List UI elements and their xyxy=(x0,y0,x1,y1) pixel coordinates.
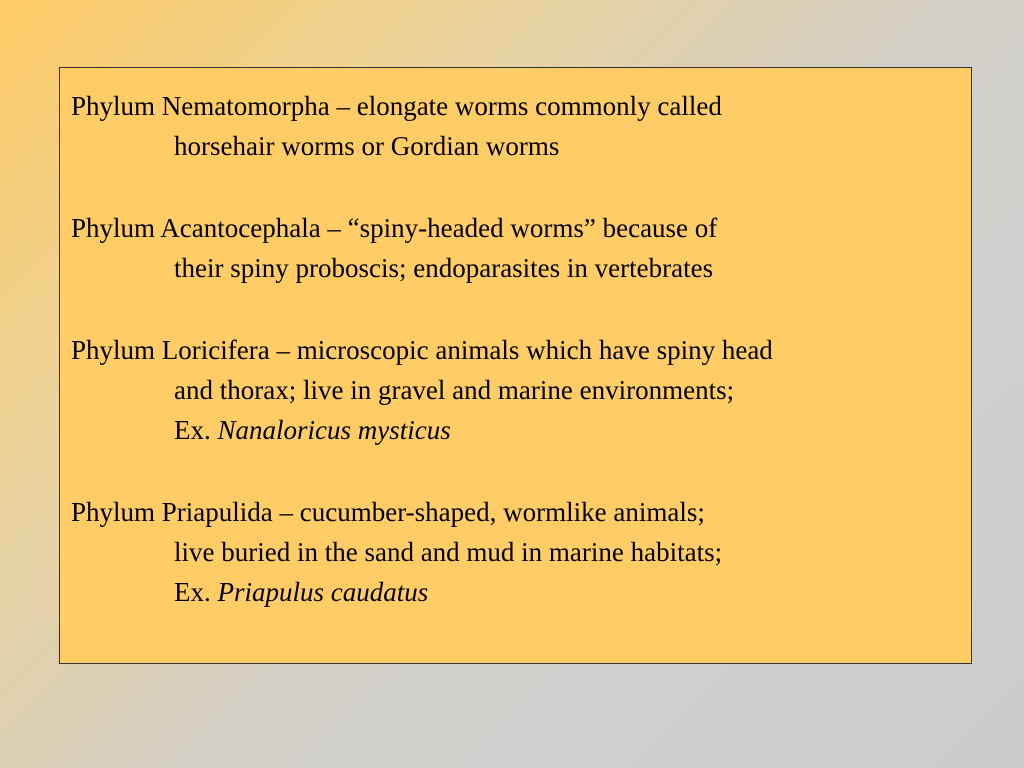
example-prefix: Ex. xyxy=(174,415,218,445)
entry-priapulida xyxy=(71,492,971,612)
entry-heading-line: Phylum Loricifera – microscopic animals which have spiny head xyxy=(71,335,773,365)
example-prefix: Ex. xyxy=(174,577,218,607)
example-species-name: Priapulus caudatus xyxy=(217,577,429,607)
entry-loricifera xyxy=(71,330,971,450)
entry-acantocephala xyxy=(71,208,971,288)
entry-example-line xyxy=(71,572,971,612)
phyla-text-box xyxy=(59,67,972,664)
entry-heading-line: Phylum Acantocephala – “spiny-headed worms” because of xyxy=(71,213,718,243)
entry-example-line xyxy=(71,410,971,450)
entry-description-line: horsehair worms or Gordian worms xyxy=(174,131,560,161)
entry-description-line: live buried in the sand and mud in marine habitats; xyxy=(174,537,723,567)
entry-heading-line: Phylum Priapulida – cucumber-shaped, wormlike animals; xyxy=(71,497,705,527)
entry-description-line: and thorax; live in gravel and marine environments; xyxy=(174,375,735,405)
entry-nematomorpha xyxy=(71,86,971,166)
example-species-name: Nanaloricus mysticus xyxy=(217,415,451,445)
entry-description-line: their spiny proboscis; endoparasites in vertebrates xyxy=(174,253,714,283)
entry-heading-line: Phylum Nematomorpha – elongate worms commonly called xyxy=(71,91,722,121)
